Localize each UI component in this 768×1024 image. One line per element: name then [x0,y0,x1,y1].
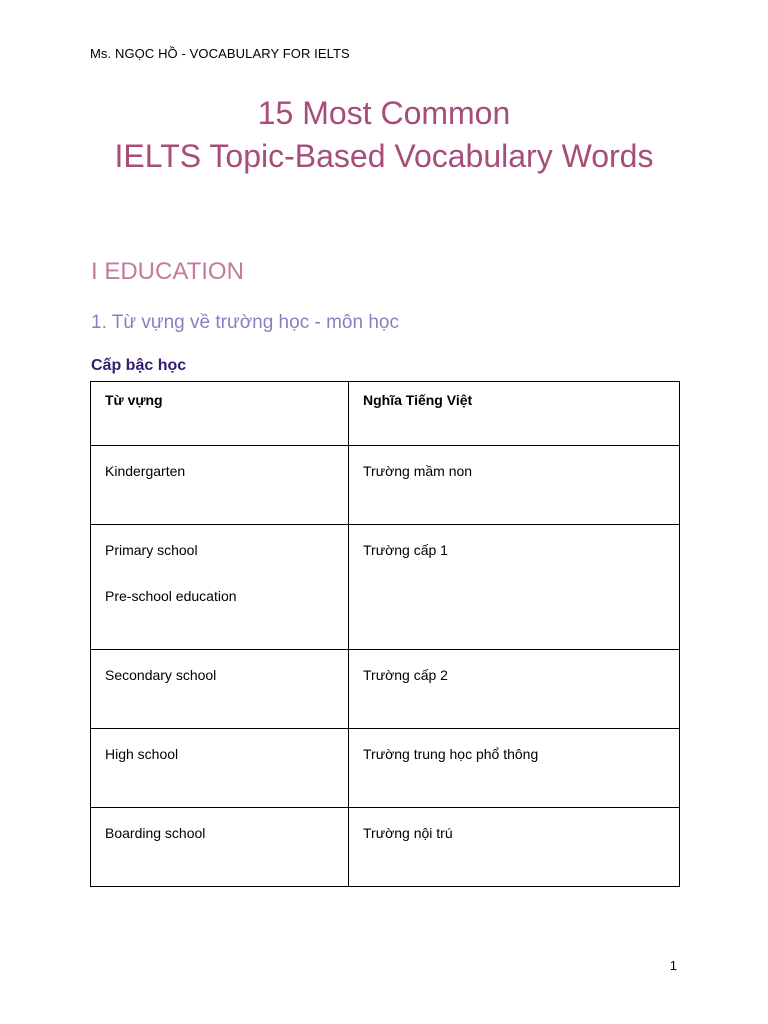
table-cell-meaning [349,525,680,650]
page-number: 1 [669,958,677,973]
vocabulary-table [90,381,680,887]
document-title-line-2: IELTS Topic-Based Vocabulary Words [114,138,654,174]
table-row [91,525,680,650]
header-vocab: Từ vựng [105,392,163,408]
table-cell-meaning [349,808,680,887]
table-cell-vocab [91,650,349,729]
vocab-term: Secondary school [105,667,217,683]
table-cell-meaning [349,446,680,525]
table-row [91,808,680,887]
vocab-term: Boarding school [105,825,206,841]
table-header-cell [349,382,680,446]
table-cell-vocab [91,729,349,808]
header-meaning: Nghĩa Tiếng Việt [363,392,473,408]
table-caption: Cấp bậc học [91,357,187,374]
vocab-meaning: Trường nội trú [363,825,453,841]
vocab-meaning: Trường trung học phổ thông [363,746,539,762]
section-heading: I EDUCATION [91,258,244,285]
running-header: Ms. NGỌC HỒ - VOCABULARY FOR IELTS [90,46,350,61]
table-cell-meaning [349,650,680,729]
vocab-meaning: Trường mầm non [363,463,473,479]
vocab-meaning: Trường cấp 1 [363,542,448,558]
table-row [91,446,680,525]
table-cell-vocab [91,525,349,650]
vocab-meaning: Trường cấp 2 [363,667,448,683]
table-cell-vocab [91,808,349,887]
document-title-line-1: 15 Most Common [257,95,511,131]
vocab-term: Primary school [105,542,198,558]
subsection-heading: 1. Từ vựng về trường học - môn học [91,312,399,333]
table-cell-vocab [91,446,349,525]
table-cell-meaning [349,729,680,808]
table-row [91,650,680,729]
vocab-term: High school [105,746,179,762]
table-row [91,729,680,808]
vocab-term: Pre-school education [105,588,237,604]
table-header-row [91,382,680,446]
vocab-term: Kindergarten [105,463,186,479]
table-header-cell [91,382,349,446]
